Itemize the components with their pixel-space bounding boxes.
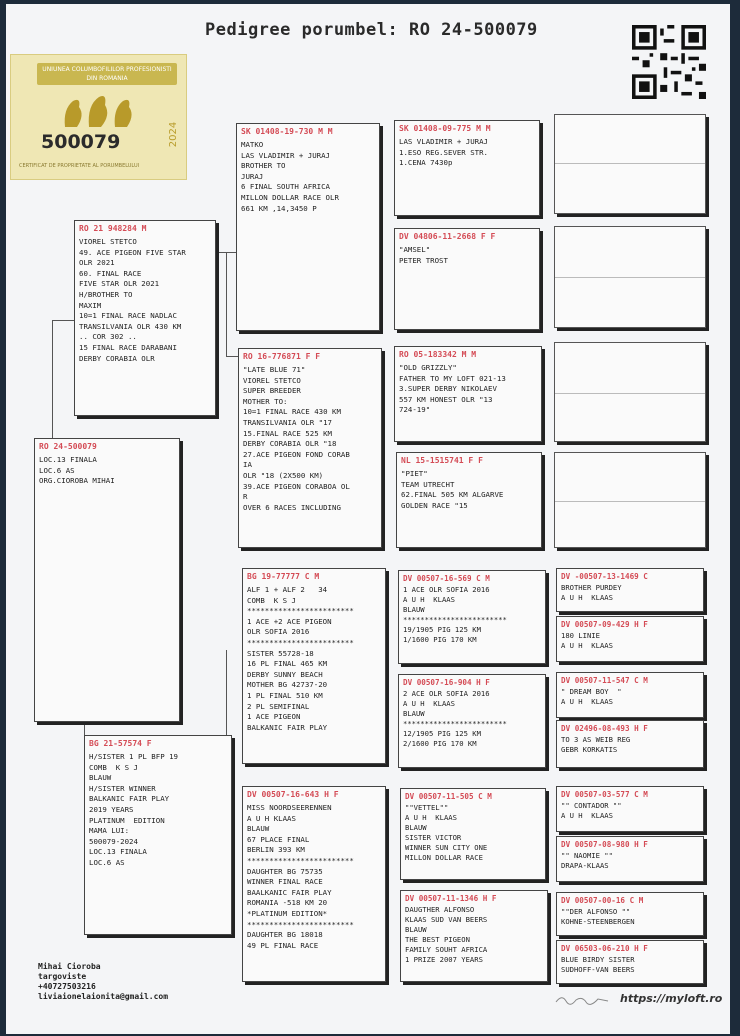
card-line: WINNER FINAL RACE (247, 877, 323, 887)
website-link[interactable]: https://myloft.ro (620, 992, 723, 1005)
card-line: 2019 YEARS (89, 804, 134, 814)
card-line: 67 PLACE FINAL (247, 834, 310, 844)
badge-subtitle: CERTIFICAT DE PROPRIETATE AL PORUMBELULUI (19, 163, 140, 169)
pedigree-card-gen4 (400, 788, 546, 880)
pedigree-card-gen5 (556, 720, 704, 768)
card-line: VIOREL STETCO (79, 237, 137, 246)
card-line: ************************ (403, 615, 507, 624)
ring-number: DV 00507-16-904 H F (403, 678, 490, 687)
pedigree-card-subject (34, 438, 180, 722)
ring-number: DV 00507-11-547 C M (561, 676, 648, 685)
card-line: H/SISTER 1 PL BFP 19 (89, 752, 178, 761)
pedigree-card-gen3 (242, 786, 386, 982)
card-line: BLAUW (403, 709, 425, 718)
card-line: LOC.6 AS (89, 857, 125, 867)
card-line: BLAUW (403, 605, 425, 614)
card-line: "" NAOMIE "" (561, 851, 613, 860)
card-line: 500079-2024 (89, 836, 138, 846)
empty-pedigree-slot (554, 342, 706, 442)
pedigree-card-gen5 (556, 786, 704, 832)
card-line: 39.ACE PIGEON CORABOA OL (243, 481, 350, 491)
card-line: FAMILY SOUHT AFRICA (405, 945, 488, 954)
card-line: H/SISTER WINNER (89, 783, 156, 793)
empty-pedigree-slot (554, 452, 706, 548)
card-line: 557 KM HONEST OLR "13 (399, 394, 493, 404)
card-line: LOC.13 FINALA (89, 847, 147, 857)
card-line: A U H KLAAS (561, 641, 613, 650)
card-line: ALF 1 + ALF 2 34 (247, 585, 328, 594)
card-line: "AMSEL" (399, 245, 431, 254)
card-line: BLUE BIRDY SISTER (561, 955, 635, 964)
card-line: OLR "18 (2X500 KM) (243, 470, 324, 480)
card-line: SUDHOFF-VAN BEERS (561, 965, 635, 974)
card-line: MILLON DOLLAR RACE (405, 853, 483, 862)
card-line: BLAUW (405, 925, 427, 934)
card-line: 1 ACE PIGEON (247, 712, 301, 722)
ring-number: DV 00507-09-429 H F (561, 620, 648, 629)
card-line: MILLON DOLLAR RACE OLR (241, 192, 339, 202)
card-line: A U H KLAAS (405, 813, 457, 822)
ring-number: DV 00507-16-569 C M (403, 574, 490, 583)
card-line: A U H KLAAS (403, 699, 455, 708)
empty-pedigree-slot (554, 226, 706, 328)
pedigree-card-gen5 (556, 672, 704, 718)
slot-divider (555, 163, 705, 164)
card-line: DRAPA-KLAAS (561, 861, 609, 870)
card-line: DAUGTHER ALFONSO (405, 905, 475, 914)
card-line: ORG.CIOROBA MIHAI (39, 476, 115, 486)
card-line: 27.ACE PIGEON FOND CORAB (243, 449, 350, 459)
card-line: 1 PRIZE 2007 YEARS (405, 955, 483, 964)
card-line: MATKO (241, 140, 264, 149)
card-line: 6 FINAL SOUTH AFRICA (241, 182, 330, 192)
ring-number: DV 00507-03-577 C M (561, 790, 648, 799)
ring-number: RO 24-500079 (39, 442, 97, 451)
card-line: TO 3 AS WEIB REG (561, 735, 631, 744)
card-line: A U H KLAAS (561, 697, 613, 706)
card-line: A U H KLAAS (561, 811, 613, 820)
card-line: "" CONTADOR "" (561, 801, 622, 810)
card-line: ""VETTEL"" (405, 803, 449, 812)
pedigree-card-gen4 (394, 120, 540, 216)
card-line: MOTHER BG 42737-20 (247, 680, 328, 690)
pedigree-card-gen4 (398, 674, 546, 768)
pedigree-card-gen3 (242, 568, 386, 764)
card-line: FIVE STAR OLR 2021 (79, 279, 160, 289)
card-line: THE BEST PIGEON (405, 935, 470, 944)
card-line: OLR SOFIA 2016 (247, 627, 310, 637)
card-line: MISS NOORDSEERENNEN (247, 803, 332, 812)
card-line: " DREAM BOY " (561, 687, 622, 696)
card-line: 3.SUPER DERBY NIKOLAEV (399, 384, 497, 394)
ring-number: RO 05-183342 M M (399, 350, 477, 359)
pedigree-card-gen4 (398, 570, 546, 664)
card-line: SISTER 55728-18 (247, 648, 314, 658)
card-line: 1 ACE +2 ACE PIGEON (247, 616, 332, 626)
card-line: OVER 6 RACES INCLUDING (243, 502, 341, 512)
card-line: SUPER BREEDER (243, 386, 301, 396)
connector-line (52, 320, 53, 440)
ring-number: DV 00507-00-16 C M (561, 896, 644, 905)
slot-divider (555, 393, 705, 394)
card-line: 1.CENA 7430p (399, 158, 453, 168)
card-line: 1.ESO REG.SEVER STR. (399, 147, 488, 157)
slot-divider (555, 501, 705, 502)
pedigree-card-gen3 (236, 123, 380, 331)
card-line: 10=1 FINAL RACE NADLAC (79, 311, 177, 321)
card-line: 2 ACE OLR SOFIA 2016 (403, 689, 490, 698)
card-line: "PIET" (401, 469, 428, 478)
card-line: PLATINUM EDITION (89, 815, 165, 825)
ring-number: NL 15-1515741 F F (401, 456, 483, 465)
card-line: DAUGHTER BG 18018 (247, 930, 323, 940)
empty-pedigree-slot (554, 114, 706, 214)
card-line: H/BROTHER TO (79, 289, 133, 299)
pedigree-card-gen3 (238, 348, 382, 548)
owner-phone: +40727503216 (38, 982, 96, 991)
card-line: ""DER ALFONSO "" (561, 907, 631, 916)
card-line: ************************ (247, 637, 354, 647)
ring-number: DV -00507-13-1469 C (561, 572, 648, 581)
connector-line (52, 320, 74, 321)
card-line: "OLD GRIZZLY" (399, 363, 457, 372)
card-line: BALKANIC FAIR PLAY (89, 794, 170, 804)
card-line: LAS VLADIMIR + JURAJ (399, 137, 488, 146)
card-line: ************************ (247, 855, 354, 865)
owner-city: targoviste (38, 972, 87, 981)
union-certificate-badge (10, 54, 187, 180)
card-line: *PLATINUM EDITION* (247, 908, 328, 918)
card-line: ************************ (403, 719, 507, 728)
card-line: BLAUW (405, 823, 427, 832)
slot-divider (555, 277, 705, 278)
ring-number: DV 00507-08-980 H F (561, 840, 648, 849)
card-line: 2 PL SEMIFINAL (247, 701, 310, 711)
card-line: MAMA LUI: (89, 826, 130, 836)
pedigree-card-gen5 (556, 940, 704, 984)
pedigree-card-gen4 (396, 452, 542, 548)
card-line: LOC.13 FINALA (39, 455, 97, 464)
card-line: KOHNE-STEENBERGEN (561, 917, 635, 926)
pedigree-card-gen4 (400, 890, 548, 982)
card-line: BLAUW (89, 773, 112, 783)
card-line: DERBY CORABIA OLR (79, 353, 155, 363)
card-line: 1 PL FINAL 510 KM (247, 690, 323, 700)
card-line: 49 PL FINAL RACE (247, 940, 319, 950)
card-line: 16 PL FINAL 465 KM (247, 659, 328, 669)
badge-year: 2024 (168, 121, 180, 148)
card-line: BLAUW (247, 824, 270, 834)
card-line: VIOREL STETCO (243, 375, 301, 385)
card-line: ************************ (247, 606, 354, 616)
owner-name: Mihai Cioroba (38, 962, 101, 971)
pedigree-card-gen5 (556, 892, 704, 936)
card-line: WINNER SUN CITY ONE (405, 843, 488, 852)
ring-number: DV 00507-16-643 H F (247, 790, 339, 799)
pedigree-card-dam (84, 735, 232, 935)
card-line: 19/1905 PIG 125 KM (403, 625, 481, 634)
pedigree-card-gen4 (394, 346, 542, 442)
card-line: R (243, 492, 248, 502)
card-line: TRANSILVANIA OLR "17 (243, 417, 332, 427)
owner-email: liviaionelaionita@gmail.com (38, 992, 169, 1001)
pedigree-card-gen5 (556, 616, 704, 662)
card-line: 724-19" (399, 405, 431, 415)
card-line: 12/1905 PIG 125 KM (403, 729, 481, 738)
card-line: "LATE BLUE 71" (243, 365, 306, 374)
badge-number: 500079 (41, 131, 121, 153)
card-line: BROTHER TO (241, 161, 286, 171)
card-line: PETER TROST (399, 255, 448, 265)
ring-number: RO 21 948284 M (79, 224, 147, 233)
card-line: GEBR KORKATIS (561, 745, 618, 754)
ring-number: DV 00507-11-505 C M (405, 792, 492, 801)
card-line: A U H KLAAS (561, 593, 613, 602)
pigeon-logo-icon (55, 89, 145, 129)
card-line: OLR 2021 (79, 258, 115, 268)
card-line: BAALKANIC FAIR PLAY (247, 887, 332, 897)
signature-icon (554, 992, 610, 1006)
card-line: JURAJ (241, 171, 264, 181)
card-line: 1/1600 PIG 170 KM (403, 635, 477, 644)
ring-number: DV 06503-06-210 H F (561, 944, 648, 953)
card-line: 62.FINAL 505 KM ALGARVE (401, 490, 504, 500)
card-line: GOLDEN RACE "15 (401, 500, 468, 510)
ring-number: BG 19-77777 C M (247, 572, 320, 581)
badge-header: UNIUNEA COLUMBOFILILOR PROFESIONISTI DIN ROMANIA (37, 63, 177, 85)
ring-number: RO 16-776871 F F (243, 352, 321, 361)
card-line: MOTHER TO: (243, 396, 288, 406)
card-line: 60. FINAL RACE (79, 268, 142, 278)
card-line: 180 LINIE (561, 631, 600, 640)
card-line: BERLIN 393 KM (247, 845, 305, 855)
card-line: 15.FINAL RACE 525 KM (243, 428, 332, 438)
pedigree-card-sire (74, 220, 216, 416)
card-line: .. COR 302 .. (79, 332, 137, 342)
card-line: TRANSILVANIA OLR 430 KM (79, 321, 182, 331)
card-line: ROMANIA -518 KM 20 (247, 898, 328, 908)
pedigree-card-gen5 (556, 568, 704, 612)
card-line: A U H KLAAS (403, 595, 455, 604)
pedigree-card-gen5 (556, 836, 704, 882)
connector-line (226, 356, 238, 357)
card-line: 2/1600 PIG 170 KM (403, 739, 477, 748)
card-line: KLAAS SUD VAN BEERS (405, 915, 488, 924)
connector-line (226, 252, 227, 357)
card-line: 49. ACE PIGEON FIVE STAR (79, 247, 186, 257)
card-line: A U H KLAAS (247, 813, 296, 823)
card-line: DAUGHTER BG 75735 (247, 866, 323, 876)
page-title: Pedigree porumbel: RO 24-500079 (205, 20, 538, 40)
ring-number: SK 01408-19-730 M M (241, 127, 333, 136)
card-line: DERBY SUNNY BEACH (247, 669, 323, 679)
card-line: 15 FINAL RACE DARABANI (79, 342, 177, 352)
card-line: LAS VLADIMIR + JURAJ (241, 150, 330, 160)
card-line: MAXIM (79, 300, 102, 310)
card-line: FATHER TO MY LOFT 021-13 (399, 373, 506, 383)
ring-number: SK 01408-09-775 M M (399, 124, 491, 133)
card-line: TEAM UTRECHT (401, 479, 455, 489)
card-line: LOC.6 AS (39, 465, 75, 475)
card-line: ************************ (247, 919, 354, 929)
card-line: BROTHER PURDEY (561, 583, 622, 592)
card-line: DERBY CORABIA OLR "18 (243, 439, 337, 449)
card-line: 661 KM ,14,3450 P (241, 203, 317, 213)
card-line: BALKANIC FAIR PLAY (247, 722, 328, 732)
ring-number: DV 02496-08-493 H F (561, 724, 648, 733)
card-line: 10=1 FINAL RACE 430 KM (243, 407, 341, 417)
card-line: COMB K S J (89, 762, 138, 772)
ring-number: DV 00507-11-1346 H F (405, 894, 497, 903)
pedigree-card-gen4 (394, 228, 540, 330)
card-line: IA (243, 460, 252, 470)
card-line: 1 ACE OLR SOFIA 2016 (403, 585, 490, 594)
ring-number: BG 21-57574 F (89, 739, 152, 748)
ring-number: DV 04806-11-2668 F F (399, 232, 496, 241)
card-line: COMB K S J (247, 595, 296, 605)
card-line: SISTER VICTOR (405, 833, 462, 842)
qr-code-icon (632, 24, 706, 100)
owner-contact (38, 962, 168, 1002)
